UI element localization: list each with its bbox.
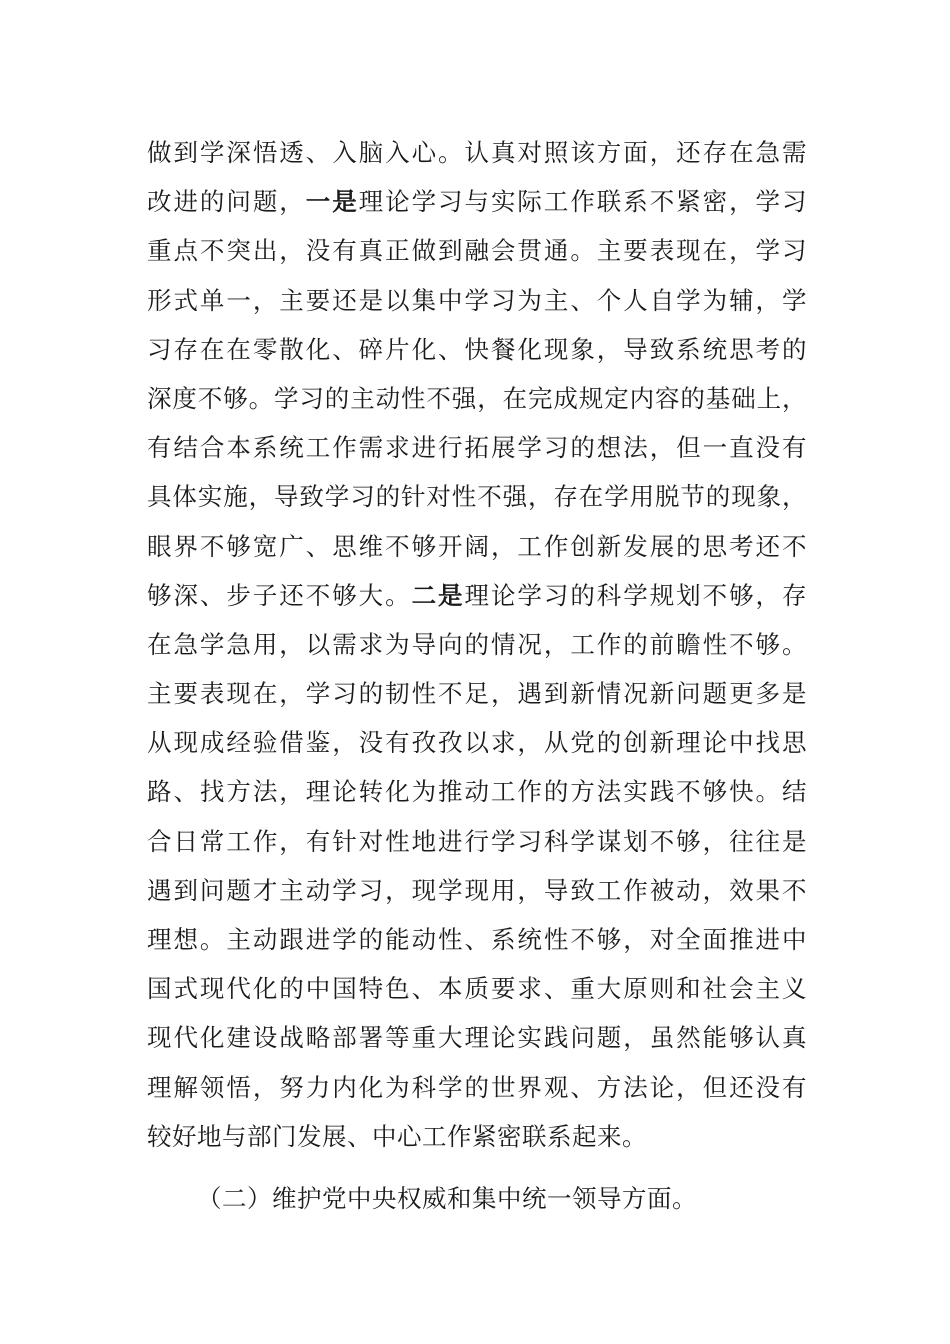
paragraph-line: 理想。主动跟进学的能动性、系统性不够，对全面推进中 xyxy=(147,925,807,954)
paragraph-line: 合日常工作，有针对性地进行学习科学谋划不够，往往是 xyxy=(147,826,807,856)
line-text: 理论学习与实际工作联系不紧密，学习 xyxy=(358,187,808,217)
body-paragraph xyxy=(147,128,807,1161)
line-text: 改进的问题， xyxy=(147,187,306,217)
paragraph-line: 国式现代化的中国特色、本质要求、重大原则和社会主义 xyxy=(147,974,807,1004)
paragraph-line: 深度不够。学习的主动性不强，在完成规定内容的基础上， xyxy=(147,383,807,413)
paragraph-line: 做到学深悟透、入脑入心。认真对照该方面，还存在急需 xyxy=(147,138,807,167)
paragraph-line: 主要表现在，学习的韧性不足，遇到新情况新问题更多是 xyxy=(147,679,807,709)
paragraph-line: 遇到问题才主动学习，现学现用，导致工作被动，效果不 xyxy=(147,875,807,905)
paragraph-line: 较好地与部门发展、中心工作紧密联系起来。 xyxy=(147,1121,647,1151)
line-text: 够深、步子还不够大。 xyxy=(147,580,412,610)
paragraph-line: 路、找方法，理论转化为推动工作的方法实践不够快。结 xyxy=(147,777,807,807)
paragraph-line: 形式单一，主要还是以集中学习为主、个人自学为辅，学 xyxy=(147,285,807,315)
section-heading: （二）维护党中央权威和集中统一领导方面。 xyxy=(197,1184,697,1213)
paragraph-line xyxy=(147,571,807,620)
paragraph-line: 有结合本系统工作需求进行拓展学习的想法，但一直没有 xyxy=(147,433,807,463)
paragraph-line: 现代化建设战略部署等重大理论实践问题，虽然能够认真 xyxy=(147,1023,807,1053)
paragraph-line: 习存在在零散化、碎片化、快餐化现象，导致系统思考的 xyxy=(147,334,807,364)
paragraph-line xyxy=(147,177,807,226)
bold-marker-ershi: 二是 xyxy=(411,580,465,610)
bold-marker-yishi: 一是 xyxy=(305,187,359,217)
paragraph-line: 理解领悟，努力内化为科学的世界观、方法论，但还没有 xyxy=(147,1072,807,1102)
paragraph-line: 在急学急用，以需求为导向的情况，工作的前瞻性不够。 xyxy=(147,629,807,659)
line-text: 理论学习的科学规划不够，存 xyxy=(464,580,808,610)
paragraph-line: 重点不突出，没有真正做到融会贯通。主要表现在，学习 xyxy=(147,236,807,266)
paragraph-line: 具体实施，导致学习的针对性不强，存在学用脱节的现象， xyxy=(147,482,807,512)
paragraph-line: 眼界不够宽广、思维不够开阔，工作创新发展的思考还不 xyxy=(147,531,807,561)
paragraph-line: 从现成经验借鉴，没有孜孜以求，从党的创新理论中找思 xyxy=(147,728,807,758)
